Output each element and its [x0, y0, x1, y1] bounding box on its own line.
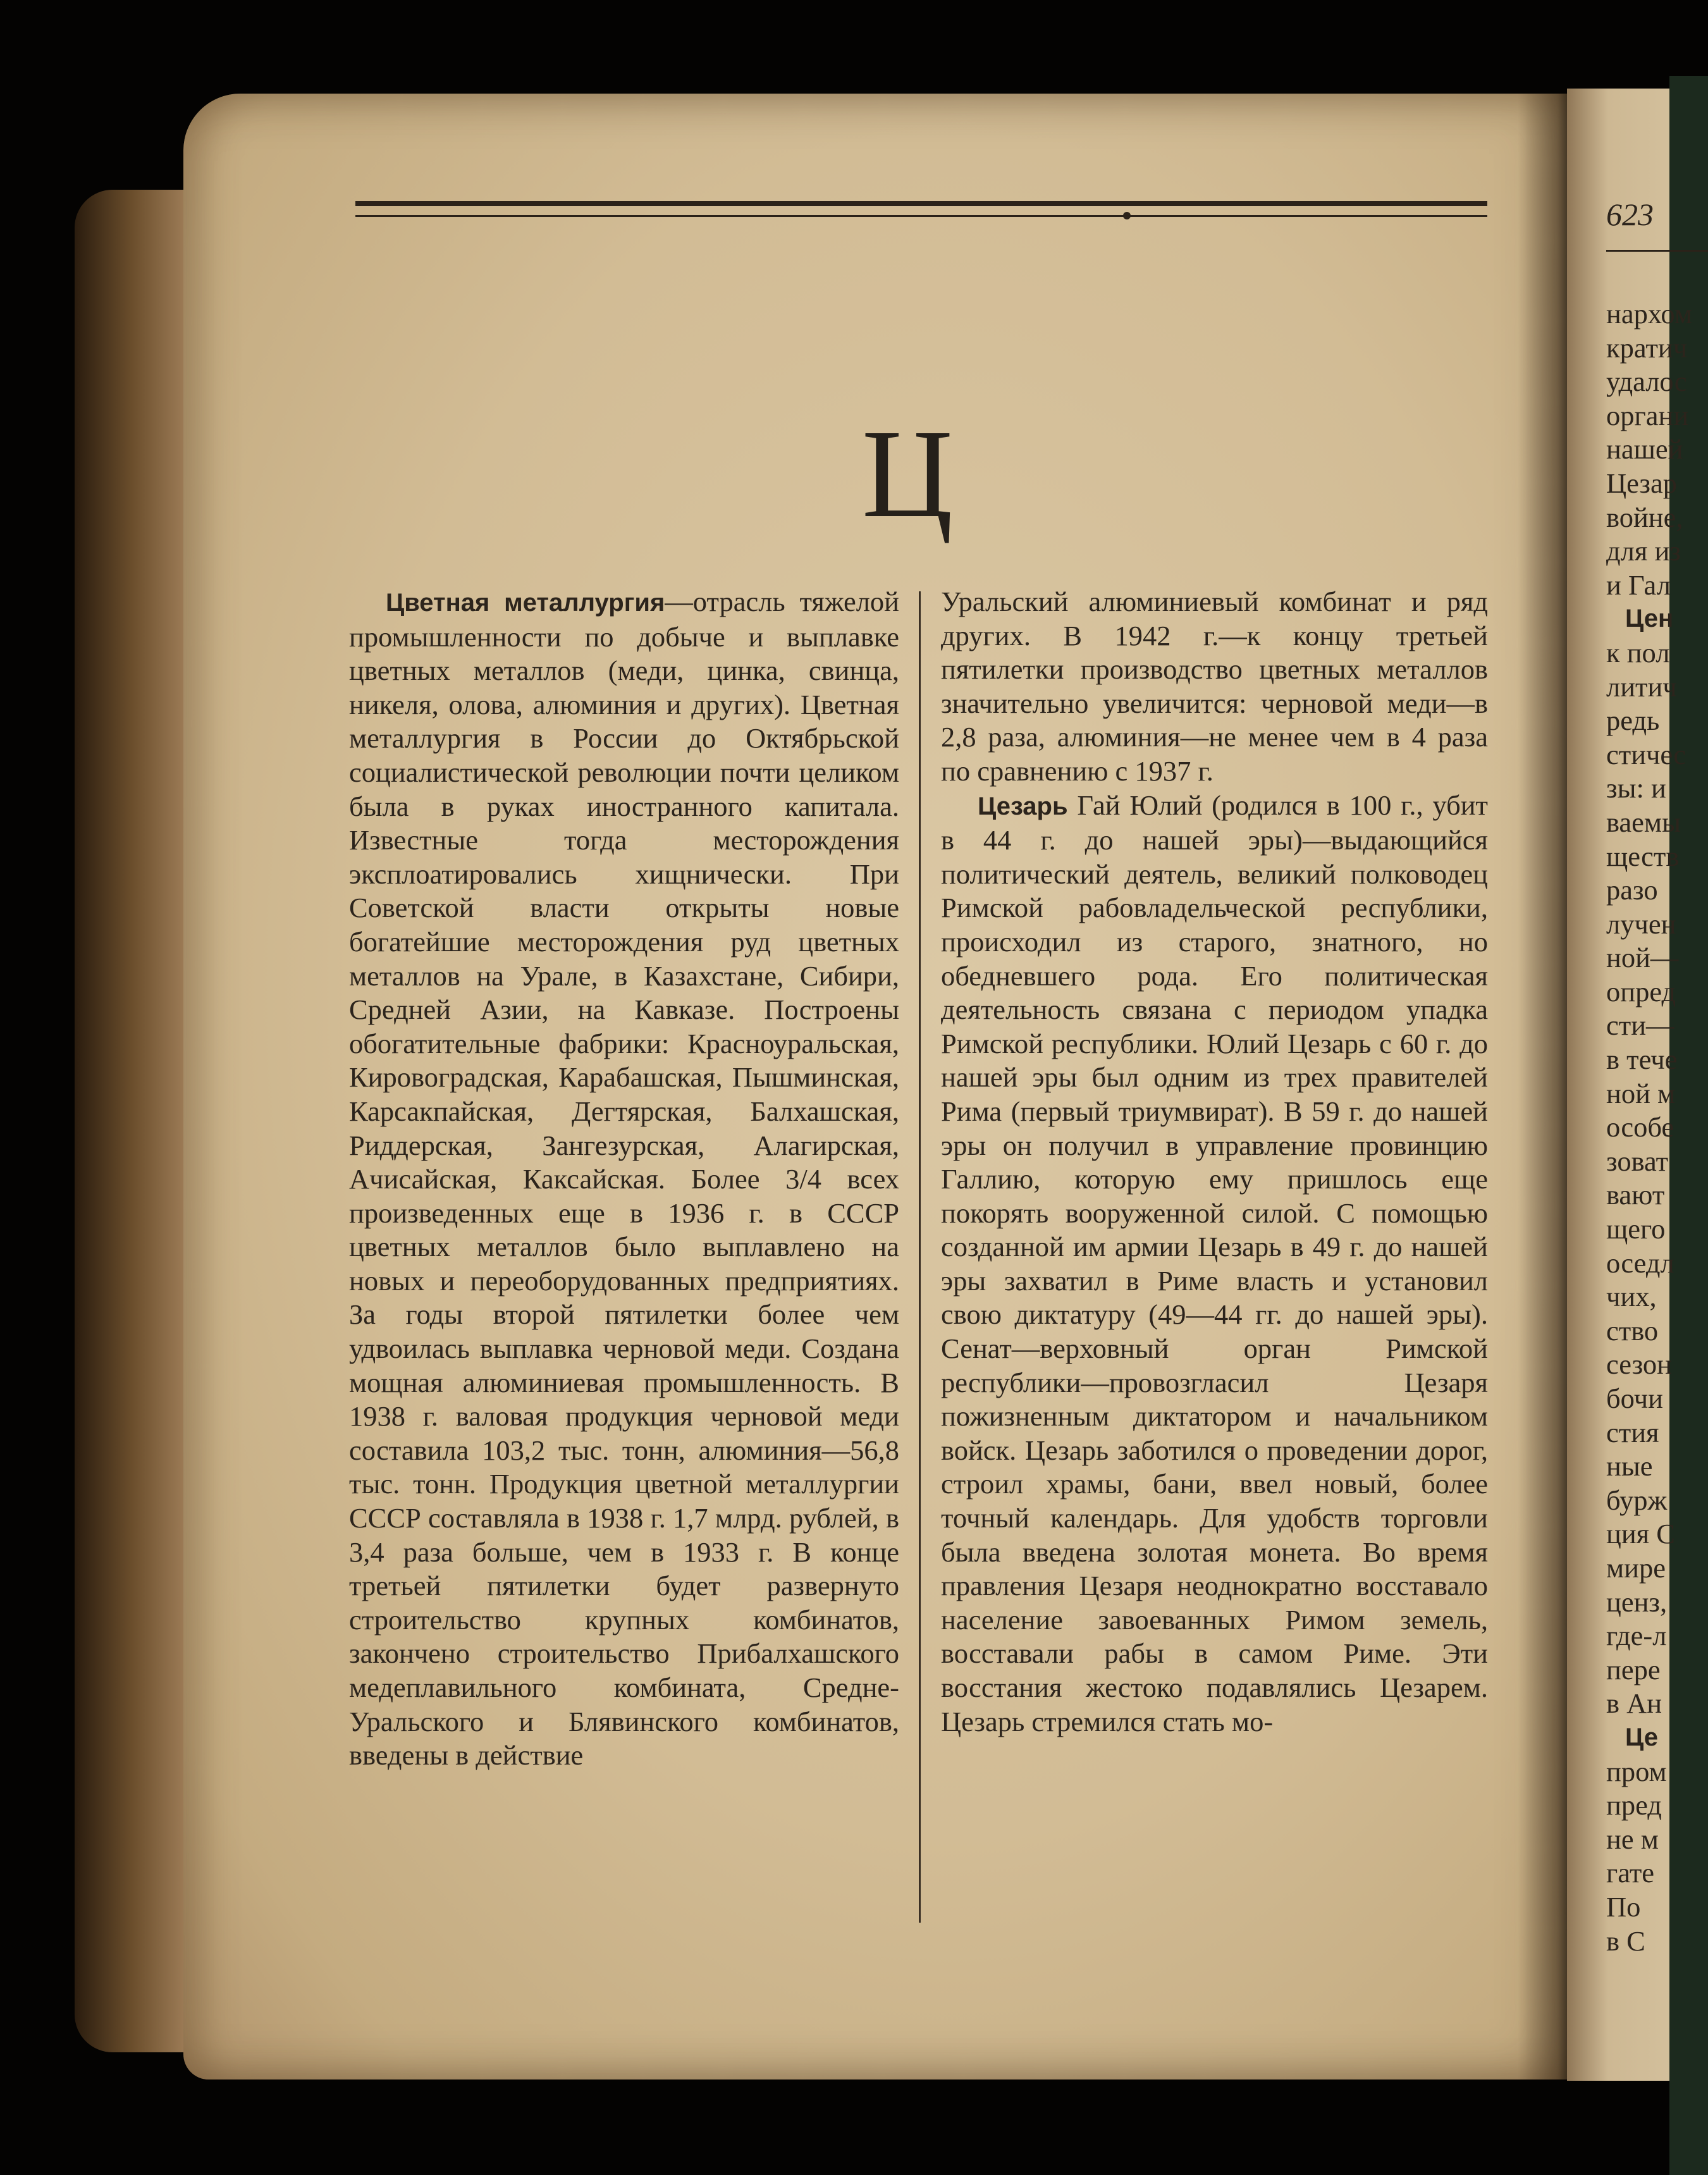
right-page-line: бочи — [1606, 1383, 1663, 1414]
right-page-text-fragments — [1606, 297, 1708, 1958]
right-page-line: ценз, — [1606, 1586, 1668, 1618]
entry-body: —отрасль тяжелой промышленности по добыче и выплавке цветных металлов (меди, цинка, свинца, никеля, олова, алюминия и других). Цветная металлургия в России до Октябрьской социалистической революции почти целиком была в руках иностранного капитала. Известные тогда месторождения эксплоатировались хищнически. При Советской власти открыты новые богатейшие месторождения руд цветных металлов на Урале, в Казахстане, Сибири, Средней Азии, на Кавказе. Построены обогатительные фабрики: Красноуральская, Кировоградская, Карабашская, Пышминская, Карсакпайская, Дегтярская, Балхашская, Риддерская, Зангезурская, Алагирская, Ачисайская, Каксайская. Более 3/4 всех произведенных еще в 1936 г. в СССР цветных металлов было выплавлено на новых и переоборудованных предприятиях. За годы второй пятилетки более чем удвоилась выплавка черновой меди. Создана мощная алюминиевая промышленность. В 1938 г. валовая продукция черновой меди составила 103,2 тыс. тонн, алюминия—56,8 тыс. тонн. Продукция цветной металлургии СССР составляла в 1938 г. 1,7 млрд. рублей, в 3,4 раза больше, чем в 1933 г. В конце третьей пятилетки будет развернуто строительство крупных комбинатов, закончено строительство Прибалхашского медеплавильного комбината, Средне-Уральского и Блявинского комбинатов, введены в действие — [349, 586, 899, 1771]
entry-term: Цветная металлургия — [386, 589, 665, 617]
right-page-line: гате — [1606, 1857, 1655, 1889]
right-page-line: войне, — [1606, 501, 1683, 533]
entry-term: Цезарь — [978, 792, 1068, 820]
right-page-line: кратич — [1606, 331, 1688, 364]
right-page-line: Цезар — [1606, 467, 1678, 499]
right-page-line: сезон — [1606, 1348, 1672, 1381]
right-page-line: пере — [1606, 1653, 1661, 1685]
right-page-line: щего — [1606, 1213, 1666, 1245]
right-page-line: не м — [1606, 1823, 1659, 1855]
right-page-line: редь — [1606, 705, 1660, 737]
entry-continuation: Уральский алюминиевый комбинат и ряд других. В 1942 г.—к концу третьей пятилетки производство цветных металлов значительно увеличится: черновой меди—в 2,8 раза, алюминия—не менее чем в 4 раза по сравнению с 1937 г. — [941, 586, 1488, 787]
right-page-line: где-л — [1606, 1620, 1667, 1652]
header-rule-thin — [355, 215, 1487, 217]
right-page-line: особе — [1606, 1111, 1674, 1143]
entry-cezar — [941, 789, 1488, 1739]
header-rule-ornament — [1123, 212, 1131, 219]
entry-cvetnaya-metallurgiya — [349, 585, 899, 1773]
right-page-line: для из — [1606, 535, 1681, 567]
entry-body: Гай Юлий (родился в 100 г., убит в 44 г. до нашей эры)—выдающийся политический деятель, великий полководец Римской рабовладельческой республики, происходил из старого, знатного, но обедневшего рода. Его политическая деятельность связана с периодом упадка Римской республики. Юлий Цезарь с 60 г. до нашей эры был одним из трех правителей Рима (первый триумвират). В 59 г. до нашей эры он получил в управление провинцию Галлию, которую ему пришлось еще покорять вооруженной силой. С помощью созданной им армии Цезарь в 49 г. до нашей эры захватил в Риме власть и установил свою диктатуру (49—44 гг. до нашей эры). Сенат—верховный орган Римской республики—провозгласил Цезаря пожизненным диктатором и начальником войск. Цезарь заботился о проведении дорог, строил храмы, бани, ввел новый, более точный календарь. Для удобств торговли была введена золотая монета. Во время правления Цезаря неоднократно восставало население завоеванных Римом земель, восставали рабы в самом Риме. Эти восстания жестоко подавлялись Цезарем. Цезарь стремился стать мо- — [941, 789, 1488, 1737]
right-page-line: стия — [1606, 1416, 1659, 1448]
right-page-header-rule — [1606, 250, 1708, 252]
right-page-line: удалос — [1606, 366, 1687, 398]
right-page-line: лучен — [1606, 908, 1676, 940]
left-column — [349, 585, 899, 1773]
right-page-line: вают — [1606, 1179, 1665, 1211]
right-page-line: пром — [1606, 1755, 1667, 1787]
right-page-line: ные — [1606, 1450, 1653, 1482]
right-column — [941, 585, 1488, 1739]
right-page-line: зы: и — [1606, 772, 1666, 804]
right-page-line: сти— — [1606, 1009, 1674, 1042]
right-page-line: и Гал — [1606, 569, 1671, 601]
right-page-line: ство — [1606, 1314, 1659, 1346]
column-divider — [919, 591, 921, 1923]
right-page-line: ществ — [1606, 840, 1680, 872]
right-page-line: чих, — [1606, 1281, 1657, 1313]
right-page-line: в С — [1606, 1925, 1645, 1957]
right-page-line: ция С — [1606, 1518, 1675, 1550]
right-page-line: в тече — [1606, 1044, 1678, 1076]
right-page-line: мире — [1606, 1551, 1666, 1584]
right-page-line: бурж — [1606, 1484, 1668, 1516]
right-page-line: органи — [1606, 399, 1689, 431]
section-letter: Ц — [861, 404, 954, 544]
right-page-line: нашей — [1606, 433, 1683, 465]
right-page-line: ной м — [1606, 1077, 1676, 1109]
right-page-line: По — [1606, 1890, 1641, 1923]
book-gutter — [1518, 94, 1575, 2079]
right-page-line: нархом — [1606, 298, 1692, 330]
right-page-line: литич — [1606, 670, 1677, 703]
right-page-line: стичес — [1606, 738, 1686, 770]
right-page-line: к пол — [1606, 636, 1670, 669]
right-page-line: Це — [1625, 1723, 1658, 1751]
right-page-line: в Ан — [1606, 1687, 1662, 1720]
right-page-line: опред — [1606, 975, 1676, 1007]
right-page-line: оседл — [1606, 1247, 1674, 1279]
right-page-line: ной— — [1606, 942, 1679, 974]
right-page-line: пред — [1606, 1789, 1662, 1821]
right-page-line: разо — [1606, 874, 1658, 906]
right-page-line: зоват — [1606, 1145, 1669, 1177]
right-page-line: Цен — [1625, 605, 1674, 633]
page-number: 623 — [1606, 197, 1654, 232]
right-page-line: ваемы — [1606, 806, 1681, 838]
header-rule-thick — [355, 201, 1487, 206]
